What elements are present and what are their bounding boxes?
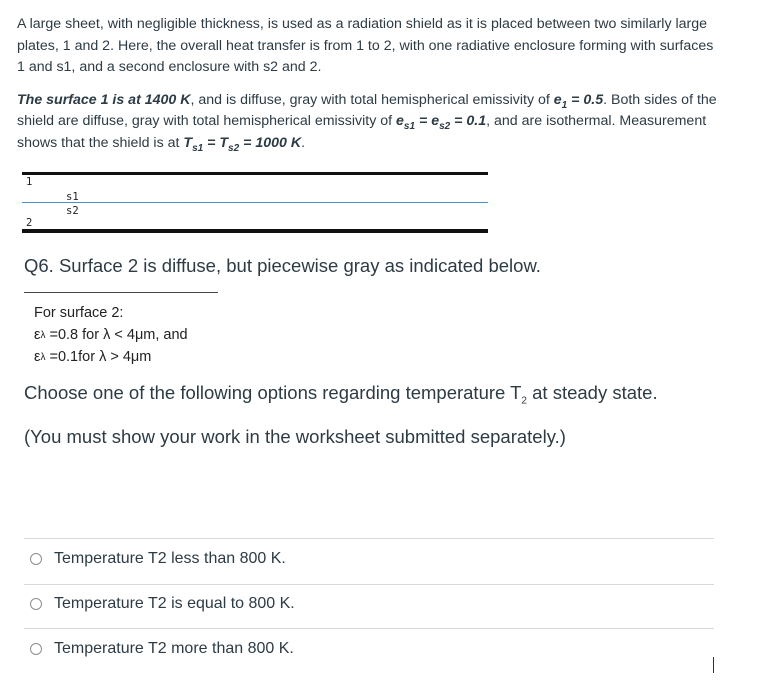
plate-1 bbox=[22, 172, 488, 175]
text-cursor-icon bbox=[713, 657, 714, 673]
surface-2-heading: For surface 2: bbox=[34, 305, 124, 321]
shield-sheet bbox=[22, 202, 488, 203]
label-surface-2: 2 bbox=[26, 217, 33, 229]
option-separator bbox=[24, 628, 714, 629]
problem-statement bbox=[17, 14, 717, 154]
option-label: Temperature T2 more than 800 K. bbox=[54, 640, 294, 657]
emissivity-line-1: $\varepsilon_\lambda =0.8$ for λ < 4μm, and bbox=[34, 327, 188, 343]
emissivity-line-2: $\varepsilon_\lambda =0.1for$ λ > 4μm bbox=[34, 349, 152, 365]
plate-2 bbox=[22, 229, 488, 233]
question-title: Q6. Surface 2 is diffuse, but piecewise gray as indicated below. bbox=[24, 255, 541, 276]
choose-prompt: Choose one of the following options regarding temperature $T_2$ at steady state. bbox=[24, 382, 658, 407]
option-label: Temperature T2 is equal to 800 K. bbox=[54, 595, 295, 612]
radio-circle-icon[interactable] bbox=[30, 643, 42, 655]
label-surface-1: 1 bbox=[26, 176, 33, 188]
label-shield-s2: s2 bbox=[66, 205, 79, 217]
radio-circle-icon[interactable] bbox=[30, 553, 42, 565]
radiation-shield-diagram bbox=[22, 170, 492, 236]
option-less-than[interactable] bbox=[30, 547, 286, 571]
option-equal-to[interactable] bbox=[30, 592, 295, 616]
intro-paragraph-2: The surface 1 is at 1400 K, and is diffuse, gray with total hemispherical emissivity of $e_1 = 0.5$. Both sides of the shield are diffuse, gray with total hemispherical emissivity of $e_{s1} = e_{s2} = 0.1$, and are isothermal. Measurement shows that the shield is at $T_{s1} = T_{s2} = 1000$ K. bbox=[17, 91, 717, 154]
label-shield-s1: s1 bbox=[66, 191, 79, 203]
intro-paragraph-1: A large sheet, with negligible thickness, is used as a radiation shield as it is placed between two similarly large plates, 1 and 2. Here, the overall heat transfer is from 1 to 2, with one radiative enclosure forming with surfaces 1 and s1, and a second enclosure with s2 and 2. bbox=[17, 16, 714, 75]
surface-2-spec bbox=[34, 302, 188, 368]
option-label: Temperature T2 less than 800 K. bbox=[54, 550, 286, 567]
radio-circle-icon[interactable] bbox=[30, 598, 42, 610]
work-note: (You must show your work in the worksheet submitted separately.) bbox=[24, 426, 566, 447]
divider bbox=[24, 292, 218, 293]
option-more-than[interactable] bbox=[30, 637, 294, 661]
option-separator bbox=[24, 538, 714, 539]
option-separator bbox=[24, 584, 714, 585]
